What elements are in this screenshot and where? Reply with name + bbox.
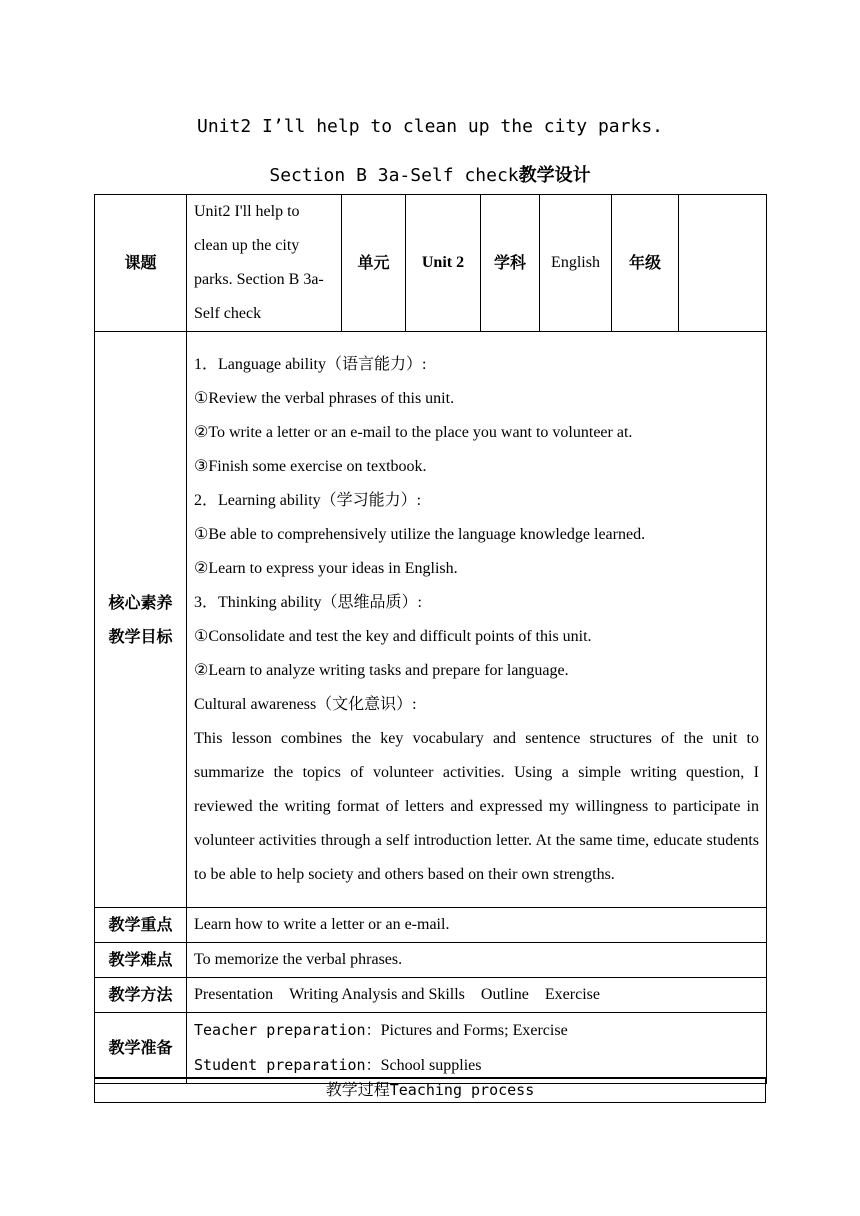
preparation-label: 教学准备 [95, 1013, 187, 1084]
method-item: Presentation [194, 986, 274, 1003]
goal-line: 2．Learning ability（学习能力）: [194, 491, 422, 509]
difficult-points-row [95, 943, 767, 978]
document-title [0, 116, 860, 137]
key-points-row [95, 908, 767, 943]
title-line-2-cn: 教学设计 [518, 165, 591, 186]
title-line-2-en: Section B 3a-Self check [269, 165, 519, 186]
goals-label-line-1: 核心素养 [108, 592, 173, 612]
topic-label: 课题 [95, 195, 187, 332]
key-points-value: Learn how to write a letter or an e-mail. [187, 908, 767, 943]
goal-line: ①Consolidate and test the key and difficult points of this unit. [194, 627, 592, 645]
student-preparation-prefix: Student preparation： [194, 1056, 381, 1074]
title-line-1: Unit2 I’ll help to clean up the city parks. [197, 116, 663, 137]
subject-label: 学科 [481, 195, 540, 332]
goal-line: 3．Thinking ability（思维品质）: [194, 593, 422, 611]
difficult-points-label: 教学难点 [95, 943, 187, 978]
topic-value: Unit2 I'll help to clean up the city parks. Section B 3a-Self check [187, 195, 342, 332]
methods-row [95, 978, 767, 1013]
goal-line: ②Learn to analyze writing tasks and prepare for language. [194, 661, 569, 679]
key-points-label: 教学重点 [95, 908, 187, 943]
teaching-process-cn: 教学过程 [325, 1080, 390, 1099]
preparation-value [187, 1013, 767, 1084]
goals-row [95, 332, 767, 908]
teaching-process-cell [95, 1078, 766, 1103]
method-item: Outline [480, 986, 529, 1003]
goal-line: ②To write a letter or an e-mail to the place you want to volunteer at. [194, 423, 633, 441]
method-item: Writing Analysis and Skills [289, 986, 465, 1003]
goals-content [187, 332, 767, 908]
teaching-process-header [94, 1077, 766, 1103]
goal-line: 1．Language ability（语言能力）: [194, 355, 427, 373]
teacher-preparation-value: Pictures and Forms; Exercise [380, 1022, 568, 1039]
teaching-process-en: Teaching process [389, 1081, 535, 1099]
goal-line: Cultural awareness（文化意识）: [194, 695, 417, 713]
methods-value [187, 978, 767, 1013]
unit-value: Unit 2 [406, 195, 481, 332]
goal-line: ①Be able to comprehensively utilize the language knowledge learned. [194, 525, 646, 543]
teacher-preparation [194, 1013, 759, 1048]
goal-line: ①Review the verbal phrases of this unit. [194, 389, 455, 407]
method-item: Exercise [544, 986, 600, 1003]
teacher-preparation-prefix: Teacher preparation： [194, 1021, 381, 1039]
goal-line: ③Finish some exercise on textbook. [194, 457, 427, 475]
goals-label-line-2: 教学目标 [108, 626, 173, 646]
header-row [95, 195, 767, 332]
difficult-points-value: To memorize the verbal phrases. [187, 943, 767, 978]
grade-value [679, 195, 767, 332]
goals-label [95, 332, 187, 908]
grade-label: 年级 [612, 195, 679, 332]
document-subtitle [0, 161, 860, 187]
unit-label: 单元 [342, 195, 406, 332]
preparation-row [95, 1013, 767, 1084]
lesson-plan-table [94, 194, 767, 1084]
goal-line: ②Learn to express your ideas in English. [194, 559, 458, 577]
cultural-awareness-paragraph: This lesson combines the key vocabulary and sentence structures of the unit to summarize the topics of volunteer activities. Using a simple writing question, I reviewed the writing format of letters and expressed my willingness to participate in volunteer activities through a self introduction letter. At the same time, educate students to be able to help society and others based on their own strengths. [194, 729, 759, 883]
methods-label: 教学方法 [95, 978, 187, 1013]
student-preparation-value: School supplies [380, 1057, 482, 1074]
subject-value: English [540, 195, 612, 332]
